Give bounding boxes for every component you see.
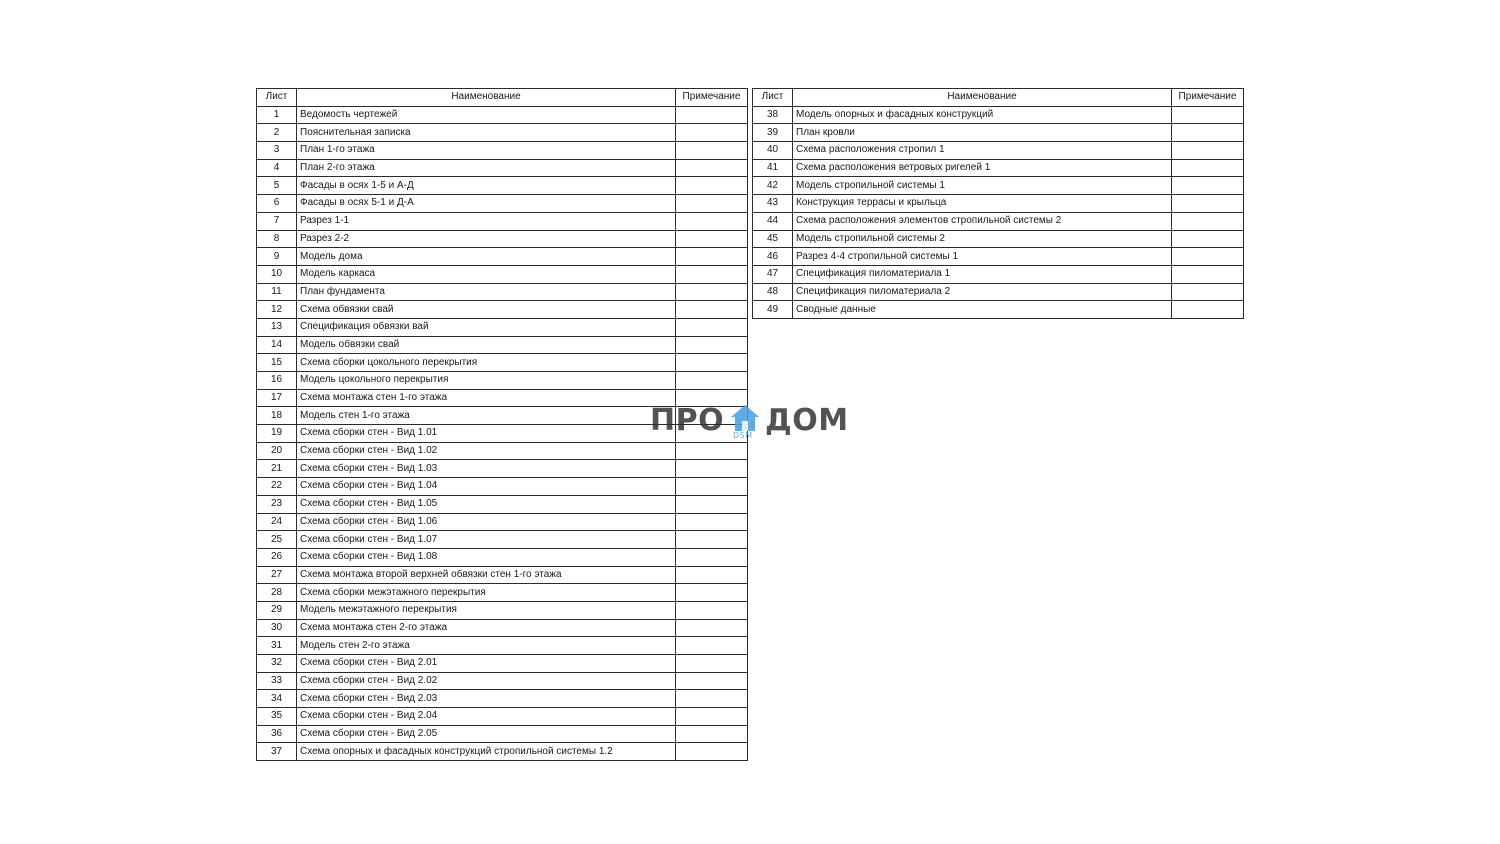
table-row [257, 372, 748, 390]
sheet-name-cell: Схема монтажа второй верхней обвязки стен 1-го этажа [297, 566, 676, 584]
sheet-name-cell: План 1-го этажа [297, 142, 676, 160]
sheet-note-cell [1172, 177, 1244, 195]
sheet-name-cell: Разрез 1-1 [297, 212, 676, 230]
sheet-note-cell [676, 265, 748, 283]
sheet-number-cell: 38 [753, 106, 793, 124]
sheet-note-cell [676, 283, 748, 301]
sheet-note-cell [676, 212, 748, 230]
sheet-name-cell: Схема сборки цокольного перекрытия [297, 354, 676, 372]
sheet-note-cell [676, 124, 748, 142]
sheet-note-cell [676, 690, 748, 708]
table-row [753, 283, 1244, 301]
table-row [257, 619, 748, 637]
sheet-number-cell: 24 [257, 513, 297, 531]
sheet-number-cell: 5 [257, 177, 297, 195]
sheet-note-cell [676, 478, 748, 496]
sheet-name-cell: Разрез 2-2 [297, 230, 676, 248]
sheet-number-cell: 19 [257, 425, 297, 443]
sheet-name-cell: Схема обвязки свай [297, 301, 676, 319]
table-row [753, 230, 1244, 248]
sheet-name-cell: Схема сборки стен - Вид 2.03 [297, 690, 676, 708]
sheet-note-cell [676, 442, 748, 460]
table-row [257, 301, 748, 319]
table-row [257, 212, 748, 230]
sheet-name-cell: Схема сборки стен - Вид 2.01 [297, 655, 676, 673]
table-row [257, 548, 748, 566]
table-body-right [753, 106, 1244, 318]
sheet-note-cell [676, 106, 748, 124]
sheet-name-cell: Схема опорных и фасадных конструкций стропильной системы 1.2 [297, 743, 676, 761]
sheet-note-cell [676, 389, 748, 407]
sheet-number-cell: 1 [257, 106, 297, 124]
sheet-note-cell [1172, 265, 1244, 283]
sheet-note-cell [676, 336, 748, 354]
sheet-name-cell: Схема сборки стен - Вид 2.05 [297, 725, 676, 743]
sheet-number-cell: 39 [753, 124, 793, 142]
sheet-note-cell [1172, 212, 1244, 230]
sheet-note-cell [676, 672, 748, 690]
sheet-note-cell [676, 248, 748, 266]
sheet-number-cell: 33 [257, 672, 297, 690]
sheet-number-cell: 30 [257, 619, 297, 637]
sheet-number-cell: 20 [257, 442, 297, 460]
table-row [257, 478, 748, 496]
table-row [257, 637, 748, 655]
sheet-note-cell [676, 725, 748, 743]
table-row [257, 195, 748, 213]
sheet-name-cell: Разрез 4-4 стропильной системы 1 [793, 248, 1172, 266]
sheet-note-cell [676, 354, 748, 372]
sheet-number-cell: 31 [257, 637, 297, 655]
table-row [257, 336, 748, 354]
sheet-name-cell: План фундамента [297, 283, 676, 301]
sheet-number-cell: 9 [257, 248, 297, 266]
header-sheet: Лист [753, 89, 793, 107]
table-row [257, 230, 748, 248]
sheet-name-cell: Модель стен 1-го этажа [297, 407, 676, 425]
sheet-note-cell [676, 301, 748, 319]
table-row [753, 142, 1244, 160]
sheet-note-cell [1172, 195, 1244, 213]
header-name: Наименование [297, 89, 676, 107]
sheet-name-cell: Спецификация обвязки вай [297, 318, 676, 336]
sheet-number-cell: 7 [257, 212, 297, 230]
table-row [753, 177, 1244, 195]
sheet-note-cell [676, 230, 748, 248]
sheet-number-cell: 36 [257, 725, 297, 743]
sheet-name-cell: Схема расположения стропил 1 [793, 142, 1172, 160]
table-header-row [753, 89, 1244, 107]
sheet-number-cell: 41 [753, 159, 793, 177]
sheet-note-cell [676, 743, 748, 761]
sheet-number-cell: 46 [753, 248, 793, 266]
sheet-number-cell: 48 [753, 283, 793, 301]
sheet-number-cell: 45 [753, 230, 793, 248]
table-row [257, 601, 748, 619]
sheet-number-cell: 10 [257, 265, 297, 283]
table-row [257, 566, 748, 584]
table-row [257, 106, 748, 124]
sheet-note-cell [676, 318, 748, 336]
sheet-number-cell: 2 [257, 124, 297, 142]
sheet-name-cell: Модель обвязки свай [297, 336, 676, 354]
table-row [257, 159, 748, 177]
table-row [257, 672, 748, 690]
sheet-name-cell: Схема сборки стен - Вид 1.03 [297, 460, 676, 478]
sheet-number-cell: 15 [257, 354, 297, 372]
header-note: Примечание [676, 89, 748, 107]
sheet-name-cell: Схема сборки стен - Вид 1.04 [297, 478, 676, 496]
drawings-table-left [256, 88, 748, 761]
table-row [753, 212, 1244, 230]
sheet-number-cell: 12 [257, 301, 297, 319]
table-row [257, 318, 748, 336]
table-row [257, 354, 748, 372]
sheet-number-cell: 27 [257, 566, 297, 584]
sheet-name-cell: Модель стен 2-го этажа [297, 637, 676, 655]
sheet-number-cell: 16 [257, 372, 297, 390]
table-row [257, 743, 748, 761]
sheet-note-cell [676, 584, 748, 602]
sheet-number-cell: 22 [257, 478, 297, 496]
sheet-name-cell: Схема сборки межэтажного перекрытия [297, 584, 676, 602]
sheet-number-cell: 44 [753, 212, 793, 230]
sheet-name-cell: Спецификация пиломатериала 2 [793, 283, 1172, 301]
table-row [257, 584, 748, 602]
header-note: Примечание [1172, 89, 1244, 107]
table-row [257, 708, 748, 726]
sheet-name-cell: Модель цокольного перекрытия [297, 372, 676, 390]
table-row [257, 460, 748, 478]
table-row [257, 407, 748, 425]
sheet-number-cell: 23 [257, 495, 297, 513]
sheet-name-cell: Схема сборки стен - Вид 2.04 [297, 708, 676, 726]
sheet-note-cell [676, 566, 748, 584]
table-header-row [257, 89, 748, 107]
sheet-number-cell: 25 [257, 531, 297, 549]
sheet-note-cell [676, 425, 748, 443]
table-row [257, 513, 748, 531]
sheet-note-cell [1172, 106, 1244, 124]
table-row [257, 177, 748, 195]
table-body-left [257, 106, 748, 760]
sheet-name-cell: Схема монтажа стен 2-го этажа [297, 619, 676, 637]
table-row [257, 265, 748, 283]
table-row [753, 106, 1244, 124]
sheet-number-cell: 11 [257, 283, 297, 301]
watermark-text-right: ДОМ [765, 403, 849, 438]
sheet-note-cell [1172, 124, 1244, 142]
sheet-name-cell: Модель опорных и фасадных конструкций [793, 106, 1172, 124]
sheet-name-cell: Схема сборки стен - Вид 1.08 [297, 548, 676, 566]
sheet-name-cell: Сводные данные [793, 301, 1172, 319]
sheet-number-cell: 26 [257, 548, 297, 566]
sheet-number-cell: 40 [753, 142, 793, 160]
table-row [257, 425, 748, 443]
sheet-name-cell: Схема сборки стен - Вид 1.05 [297, 495, 676, 513]
sheet-note-cell [676, 195, 748, 213]
sheet-note-cell [1172, 230, 1244, 248]
sheet-note-cell [676, 655, 748, 673]
sheet-name-cell: Схема расположения элементов стропильной системы 2 [793, 212, 1172, 230]
sheet-name-cell: Схема монтажа стен 1-го этажа [297, 389, 676, 407]
sheet-note-cell [676, 548, 748, 566]
sheet-number-cell: 43 [753, 195, 793, 213]
sheet-number-cell: 14 [257, 336, 297, 354]
sheet-number-cell: 6 [257, 195, 297, 213]
sheet-number-cell: 18 [257, 407, 297, 425]
table-row [753, 265, 1244, 283]
sheet-number-cell: 17 [257, 389, 297, 407]
sheet-note-cell [1172, 248, 1244, 266]
table-row [257, 725, 748, 743]
sheet-number-cell: 49 [753, 301, 793, 319]
sheet-name-cell: Ведомость чертежей [297, 106, 676, 124]
sheet-name-cell: Схема сборки стен - Вид 1.06 [297, 513, 676, 531]
sheet-note-cell [1172, 159, 1244, 177]
sheet-name-cell: Фасады в осях 1-5 и А-Д [297, 177, 676, 195]
sheet-note-cell [676, 142, 748, 160]
sheet-name-cell: Модель межэтажного перекрытия [297, 601, 676, 619]
table-row [753, 195, 1244, 213]
sheet-name-cell: Спецификация пиломатериала 1 [793, 265, 1172, 283]
sheet-number-cell: 35 [257, 708, 297, 726]
table-row [257, 531, 748, 549]
sheet-note-cell [676, 372, 748, 390]
watermark-subtext: DSM [733, 431, 753, 440]
table-row [753, 124, 1244, 142]
sheet-note-cell [1172, 283, 1244, 301]
table-row [257, 142, 748, 160]
drawings-table-right [752, 88, 1244, 319]
sheet-number-cell: 32 [257, 655, 297, 673]
header-name: Наименование [793, 89, 1172, 107]
sheet-number-cell: 47 [753, 265, 793, 283]
sheet-name-cell: Модель стропильной системы 2 [793, 230, 1172, 248]
sheet-name-cell: План кровли [793, 124, 1172, 142]
table-row [753, 248, 1244, 266]
sheet-number-cell: 13 [257, 318, 297, 336]
sheet-number-cell: 3 [257, 142, 297, 160]
sheet-note-cell [676, 619, 748, 637]
sheet-name-cell: Схема сборки стен - Вид 1.07 [297, 531, 676, 549]
sheet-name-cell: Фасады в осях 5-1 и Д-А [297, 195, 676, 213]
table-row [257, 655, 748, 673]
table-row [257, 442, 748, 460]
sheet-note-cell [676, 177, 748, 195]
sheet-name-cell: Схема расположения ветровых ригелей 1 [793, 159, 1172, 177]
sheet-name-cell: Пояснительная записка [297, 124, 676, 142]
sheet-number-cell: 34 [257, 690, 297, 708]
sheet-number-cell: 21 [257, 460, 297, 478]
table-row [257, 690, 748, 708]
table-row [257, 283, 748, 301]
sheet-number-cell: 4 [257, 159, 297, 177]
sheet-note-cell [676, 495, 748, 513]
sheet-name-cell: Модель каркаса [297, 265, 676, 283]
sheet-note-cell [676, 407, 748, 425]
sheet-number-cell: 28 [257, 584, 297, 602]
table-row [257, 248, 748, 266]
sheet-name-cell: Схема сборки стен - Вид 2.02 [297, 672, 676, 690]
sheet-note-cell [676, 513, 748, 531]
table-row [753, 159, 1244, 177]
sheet-note-cell [676, 460, 748, 478]
sheet-name-cell: План 2-го этажа [297, 159, 676, 177]
sheet-name-cell: Схема сборки стен - Вид 1.01 [297, 425, 676, 443]
table-row [257, 495, 748, 513]
watermark-text-left: ПРО [650, 403, 725, 438]
sheet-note-cell [676, 159, 748, 177]
sheet-number-cell: 42 [753, 177, 793, 195]
sheet-name-cell: Модель дома [297, 248, 676, 266]
sheet-note-cell [676, 531, 748, 549]
table-row [257, 389, 748, 407]
header-sheet: Лист [257, 89, 297, 107]
sheet-number-cell: 37 [257, 743, 297, 761]
table-row [257, 124, 748, 142]
sheet-note-cell [676, 637, 748, 655]
sheet-note-cell [1172, 142, 1244, 160]
sheet-name-cell: Схема сборки стен - Вид 1.02 [297, 442, 676, 460]
sheet-number-cell: 8 [257, 230, 297, 248]
sheet-note-cell [676, 601, 748, 619]
table-row [753, 301, 1244, 319]
sheet-note-cell [1172, 301, 1244, 319]
sheet-name-cell: Конструкция террасы и крыльца [793, 195, 1172, 213]
sheet-note-cell [676, 708, 748, 726]
sheet-name-cell: Модель стропильной системы 1 [793, 177, 1172, 195]
sheet-number-cell: 29 [257, 601, 297, 619]
